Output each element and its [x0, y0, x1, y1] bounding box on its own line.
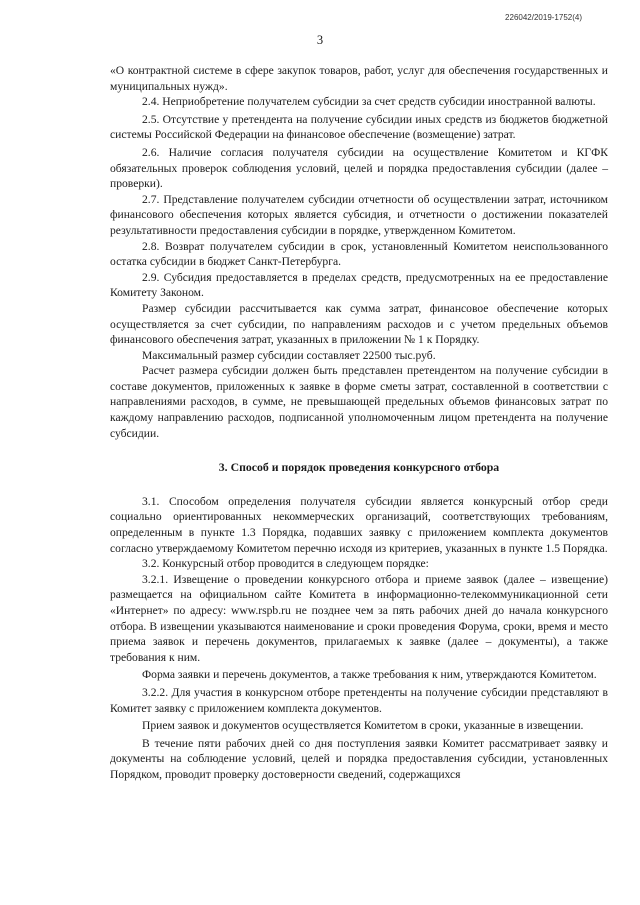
paragraph-application-form: Форма заявки и перечень документов, а также требования к ним, утверждаются Комитетом.: [142, 668, 597, 682]
paragraph-2-8: 2.8. Возврат получателем субсидии в срок, установленный Комитетом неиспользованного остатка субсидии в бюджет Санкт-Петербурга.: [110, 239, 608, 269]
paragraph-3-1: 3.1. Способом определения получателя субсидии является конкурсный отбор среди социально ориентированных некоммерческих организаций, соответствующих требованиям, определенным в пункте 1.3 Порядка, подавших заявку с приложением комплекта документов согласно утверждаемому Комитетом перечню исходя из критериев, указанных в пункте 1.5 Порядка.: [110, 494, 608, 555]
paragraph-2-9: 2.9. Субсидия предоставляется в пределах средств, предусмотренных на ее предоставление Комитету Законом.: [110, 270, 608, 300]
paragraph-continuation: «О контрактной системе в сфере закупок товаров, работ, услуг для обеспечения государственных и муниципальных нужд».: [110, 64, 608, 93]
paragraph-subsidy-size: Размер субсидии рассчитывается как сумма затрат, финансовое обеспечение которых осуществляется за счет субсидии, по направлениям расходов и с учетом предельных объемов финансового обеспечения затрат, указанных в приложении № 1 к Порядку.: [110, 301, 608, 347]
paragraph-max-subsidy: Максимальный размер субсидии составляет 22500 тыс.руб.: [142, 348, 436, 362]
page-number: 3: [316, 33, 324, 47]
document-body: [110, 63, 608, 783]
paragraph-2-4: 2.4. Неприобретение получателем субсидии за счет средств субсидии иностранной валюты.: [142, 95, 596, 109]
paragraph-subsidy-calculation: Расчет размера субсидии должен быть представлен претендентом на получение субсидии в составе документов, приложенных к заявке в форме сметы затрат, составленной в соответствии с направлениями расходов, в сумме, не превышающей предельных объемов финансовых затрат по каждому направлению расходов, подписанной уполномоченным лицом претендента на получение субсидии.: [110, 364, 608, 440]
paragraph-2-5: 2.5. Отсутствие у претендента на получение субсидии иных средств из бюджетов бюджетной системы Российской Федерации на финансовое обеспечение (возмещение) затрат.: [110, 112, 608, 142]
document-number: 226042/2019-1752(4): [505, 13, 582, 22]
paragraph-review: В течение пяти рабочих дней со дня поступления заявки Комитет рассматривает заявку и документы на соблюдение условий, целей и порядка предоставления субсидии, установленных Порядком, проводит проверку достоверности сведений, содержащихся: [110, 736, 608, 781]
paragraph-3-2-2: 3.2.2. Для участия в конкурсном отборе претенденты на получение субсидии представляют в Комитет заявку с приложением комплекта документов.: [110, 685, 608, 715]
paragraph-acceptance: Прием заявок и документов осуществляется Комитетом в сроки, указанные в извещении.: [142, 719, 584, 733]
section-heading: 3. Способ и порядок проведения конкурсного отбора: [218, 460, 500, 475]
paragraph-3-2: 3.2. Конкурсный отбор проводится в следующем порядке:: [142, 557, 429, 571]
paragraph-2-6: 2.6. Наличие согласия получателя субсидии на осуществление Комитетом и КГФК обязательных проверок соблюдения условий, целей и порядка предоставления субсидии (далее – проверки).: [110, 145, 608, 191]
paragraph-2-7: 2.7. Представление получателем субсидии отчетности об осуществлении затрат, источником финансового обеспечения которых является субсидия, и отчетности о достижении показателей результативности предоставления субсидии в порядке, утвержденном Комитетом.: [110, 192, 608, 237]
paragraph-3-2-1: 3.2.1. Извещение о проведении конкурсного отбора и приеме заявок (далее – извещение) размещается на официальном сайте Комитета в информационно-телекоммуникационной сети «Интернет» по адресу: www.rspb.ru не позднее чем за пять рабочих дней до начала конкурсного отбора. В извещении указываются наименование и сроки проведения Форума, сроки, время и место приема заявок и перечень документов, прилагаемых к заявке (далее – документы), а также требования к ним.: [110, 572, 608, 664]
